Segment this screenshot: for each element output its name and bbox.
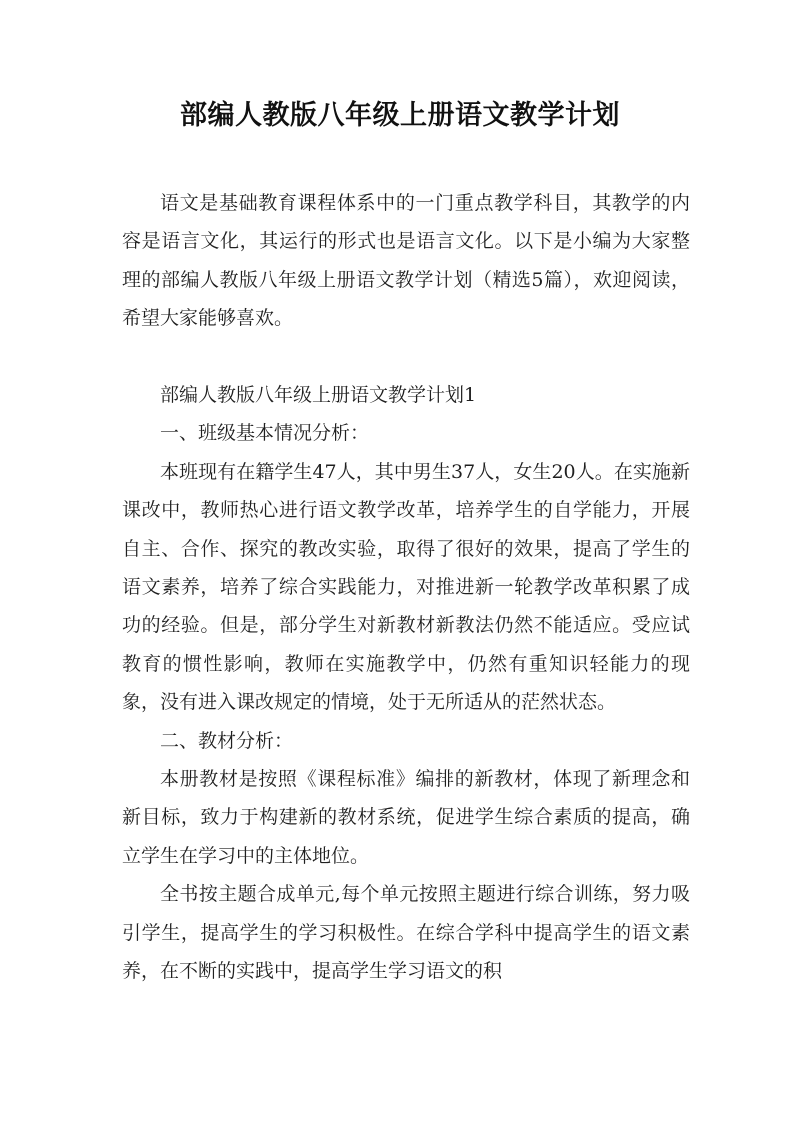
intro-paragraph: 语文是基础教育课程体系中的一门重点教学科目，其教学的内容是语言文化，其运行的形式也是语言文化。以下是小编为大家整理的部编人教版八年级上册语文教学计划（精选5篇），欢迎阅读，希望大家能够喜欢。 xyxy=(122,192,690,330)
heading-textbook-analysis: 二、教材分析： xyxy=(160,729,294,752)
paragraph-textbook-analysis: 本册教材是按照《课程标准》编排的新教材，体现了新理念和新目标，致力于构建新的教材系统，促进学生综合素质的提高，确立学生在学习中的主体地位。 xyxy=(122,768,690,867)
paragraph-units: 全书按主题合成单元,每个单元按照主题进行综合训练，努力吸引学生，提高学生的学习积极性。在综合学科中提高学生的语文素养，在不断的实践中，提高学生学习语文的积 xyxy=(122,883,690,983)
document-title: 部编人教版八年级上册语文教学计划 xyxy=(180,100,620,131)
paragraph-class-analysis: 本班现有在籍学生47人，其中男生37人，女生20人。在实施新课改中，教师热心进行语文教学改革，培养学生的自学能力，开展自主、合作、探究的教改实验，取得了很好的效果，提高了学生的语文素养，培养了综合实践能力，对推进新一轮教学改革积累了成功的经验。但是，部分学生对新教材新教法仍然不能适应。受应试教育的惯性影响，教师在实施教学中，仍然有重知识轻能力的现象，没有进入课改规定的情境，处于无所适从的茫然状态。 xyxy=(122,460,690,714)
heading-class-analysis: 一、班级基本情况分析： xyxy=(160,422,370,445)
document-body xyxy=(122,184,690,991)
section-title: 部编人教版八年级上册语文教学计划1 xyxy=(160,384,477,407)
